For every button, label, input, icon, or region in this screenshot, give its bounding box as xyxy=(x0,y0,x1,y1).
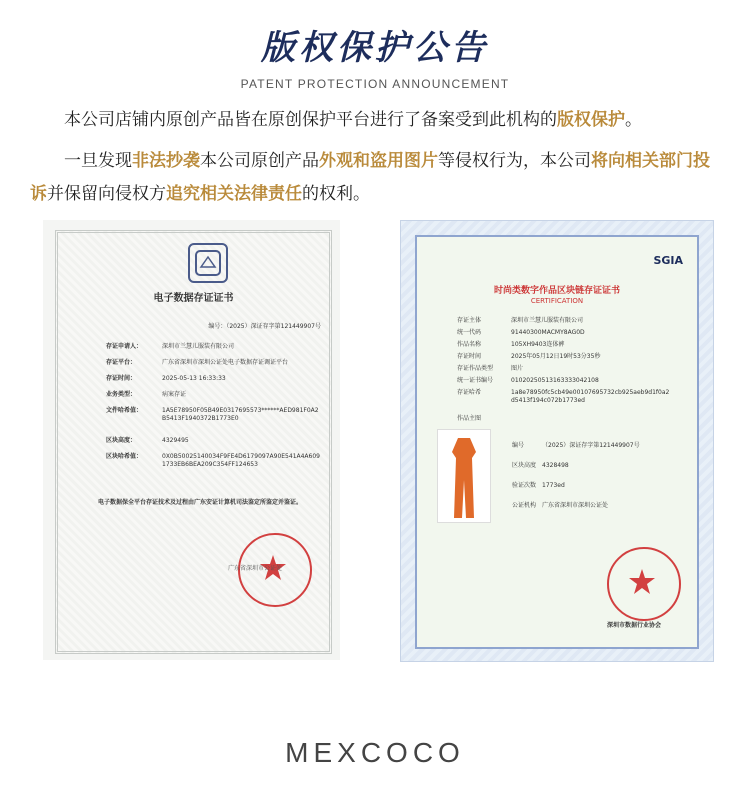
cert-right-value-1: 91440300MACMY8AG0D xyxy=(511,329,585,336)
cert-left-label-6: 区块哈希值： xyxy=(106,453,143,460)
page-subtitle: PATENT PROTECTION ANNOUNCEMENT xyxy=(240,77,510,91)
p2-text-4: 并保留向侵权方 xyxy=(47,184,166,204)
cert-left-label-1: 存证平台： xyxy=(106,359,137,366)
cert-right-work-label: 作品主图 xyxy=(457,415,482,422)
cert-right-value-3: 2025年05月12日19时53分35秒 xyxy=(511,353,601,360)
cert-right-info-value-1: 4328498 xyxy=(542,462,569,469)
p2-highlight-1: 非法抄袭 xyxy=(132,151,200,171)
cert-right-value-6: 1a8e78950fc5cb49e00107695732cb925aeb9d1f0a2d5413f194c072b1773ed xyxy=(511,389,670,404)
cert-left-label-0: 存证申请人： xyxy=(106,343,143,350)
cert-right-info-label-0: 编号 xyxy=(512,442,525,449)
cert-right-issuer: 深圳市数据行业协会 xyxy=(607,622,662,629)
cert-left-value-1: 广东省深圳市深圳公证处电子数据存证调证平台 xyxy=(162,359,289,366)
cert-left-label-2: 存证时间： xyxy=(106,375,137,382)
cert-left-label-5: 区块高度： xyxy=(106,437,137,444)
sgia-logo: SGIA xyxy=(653,254,683,267)
cert-right-value-2: 105XH9403连体裤 xyxy=(511,341,565,348)
announcement-header xyxy=(0,20,750,91)
cert-right-label-2: 作品名称 xyxy=(457,341,482,348)
p1-text: 本公司店铺内原创产品皆在原创保护平台进行了备案受到此机构的 xyxy=(64,110,557,130)
cert-right-subtitle: CERTIFICATION xyxy=(530,297,584,305)
p2-highlight-3: 将向相关部门投诉 xyxy=(30,151,710,204)
cert-right-label-1: 统一代码 xyxy=(457,329,482,336)
announcement-paragraph-2 xyxy=(30,145,720,211)
cert-left-value-5: 4329495 xyxy=(162,437,189,444)
association-seal xyxy=(607,547,681,621)
cert-right-label-0: 存证主体 xyxy=(457,317,482,324)
cert-left-seal-text: 广东省深圳市公证处 xyxy=(228,565,283,572)
cert-right-label-4: 存证作品类型 xyxy=(457,365,494,372)
cert-left-footer: 电子数据保全平台存证技术及过程由广东安证计算机司法鉴定所鉴定并鉴证。 xyxy=(98,499,303,506)
cert-right-info-value-0: （2025）深证存字第121449907号 xyxy=(542,442,640,449)
brand-logo: MEXCOCO xyxy=(285,737,465,768)
cert-left-label-4: 文件哈希值： xyxy=(106,407,143,414)
p2-highlight-4: 追究相关法律责任 xyxy=(166,184,302,204)
p1-highlight: 版权保护 xyxy=(557,110,625,130)
blockchain-cert-frame xyxy=(415,235,699,649)
cert-left-value-2: 2025-05-13 16:33:33 xyxy=(162,375,226,382)
cert-left-value-3: 病案存证 xyxy=(162,391,187,398)
cert-right-value-5: 01020250513163333042108 xyxy=(511,377,599,384)
blockchain-certificate xyxy=(400,220,714,662)
cert-right-value-4: 图片 xyxy=(511,365,524,372)
jumpsuit-product-photo xyxy=(437,429,491,523)
cert-right-info-label-2: 验证次数 xyxy=(512,482,537,489)
p2-highlight-2: 外观和盗用图片 xyxy=(319,151,438,171)
cert-right-label-3: 存证时间 xyxy=(457,353,482,360)
page-title: 版权保护公告 xyxy=(261,28,489,68)
cert-left-value-6: 0X0B50025140034F9FE4D6179097A90E541A4A6091733EB6BEA209C354FF124653 xyxy=(162,453,320,468)
certificate-frame xyxy=(55,230,332,654)
cert-left-value-4: 1A5E78950F05B49E0317695573******AED981F0A2B5413F1940372B1773E0 xyxy=(162,407,319,422)
p2-text-2: 本公司原创产品 xyxy=(200,151,319,171)
cert-right-label-6: 存证哈希 xyxy=(457,389,482,396)
cert-right-info-label-1: 区块高度 xyxy=(512,462,537,469)
electronic-data-certificate xyxy=(43,220,340,660)
cert-left-number: 编号：（2025）深证存字第121449907号 xyxy=(208,323,321,330)
cert-right-value-0: 深圳市兰慧儿服装有限公司 xyxy=(511,317,584,324)
cert-right-info-value-3: 广东省深圳市深圳公证处 xyxy=(542,502,609,509)
cert-left-label-3: 业务类型： xyxy=(106,391,137,398)
p1-end: 。 xyxy=(625,110,642,130)
cert-right-title: 时尚类数字作品区块链存证证书 xyxy=(493,286,620,296)
cert-right-info-value-2: 1773ed xyxy=(542,482,565,489)
cert-left-value-0: 深圳市兰慧儿服装有限公司 xyxy=(162,343,235,350)
cert-left-title: 电子数据存证证书 xyxy=(153,293,234,304)
cert-right-info-label-3: 公证机构 xyxy=(512,502,537,509)
notary-logo-icon xyxy=(188,243,228,283)
p2-text-5: 的权利。 xyxy=(302,184,370,204)
announcement-paragraph-1 xyxy=(30,104,720,137)
cert-right-label-5: 统一证书编号 xyxy=(457,377,494,384)
p2-text-1: 一旦发现 xyxy=(64,151,132,171)
p2-text-3: 等侵权行为，本公司 xyxy=(438,151,591,171)
